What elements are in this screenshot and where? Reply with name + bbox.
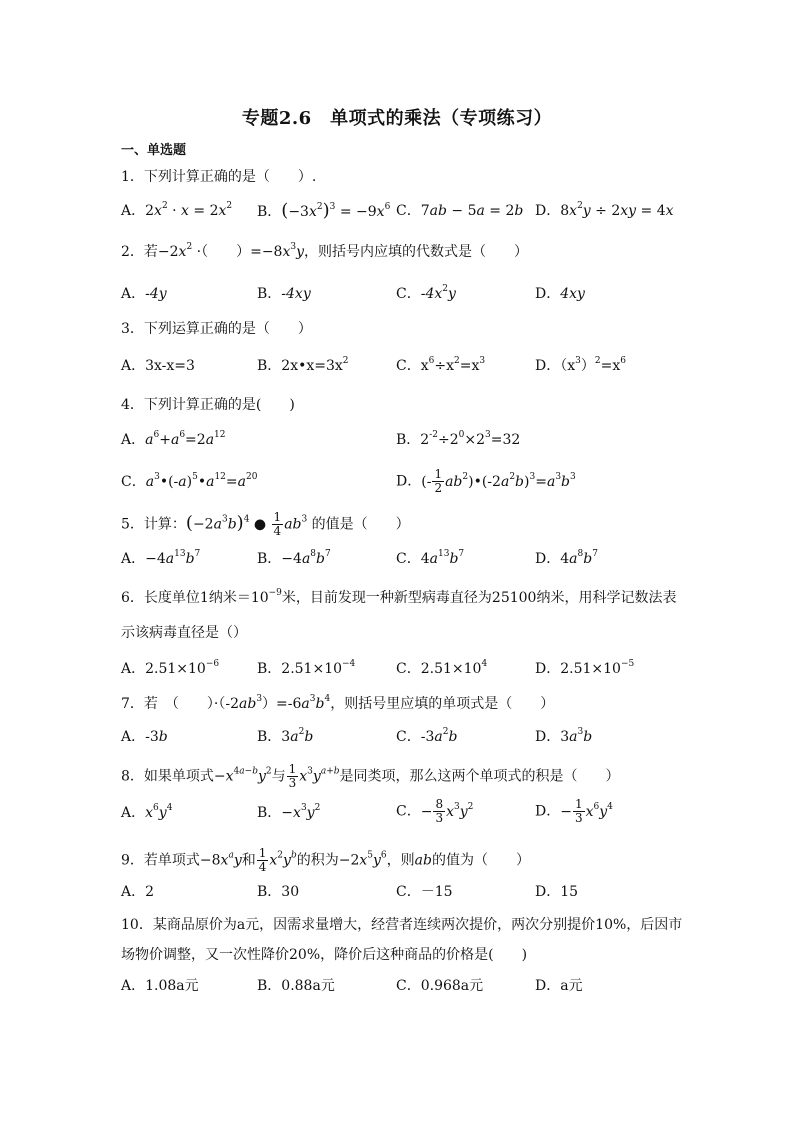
option-d[interactable]: D．(- $\frac{1}{2}$ $ab^2)•(-2a^2b)^3=a^3b^3$: [396, 467, 576, 495]
option-b[interactable]: B．$-x^3y^2$: [257, 803, 321, 821]
page-title: 专题2.6 单项式的乘法（专项练习）: [241, 108, 553, 129]
question-6-stem-cont: 示该病毒直径是（）: [121, 625, 247, 641]
option-d[interactable]: D．$3a^3b$: [535, 727, 593, 745]
option-d[interactable]: D．a元: [535, 978, 583, 994]
option-c[interactable]: C．$x^6\div x^2=x^3$: [396, 356, 486, 374]
question-1-stem: 1．下列计算正确的是（ ）.: [121, 169, 317, 185]
option-c[interactable]: C．$4a^{13}b^7$: [396, 549, 465, 567]
option-c[interactable]: C．− $\frac{8}{3}$ $x^3y^2$: [396, 797, 474, 825]
option-a[interactable]: A．1.08a元: [121, 978, 199, 994]
question-8-stem: 8．如果单项式$-x^{4a-b}y^2$与 $\frac{1}{3}$ $x^3y^{a+b}$是同类项，那么这两个单项式的积是（ ）: [121, 762, 620, 790]
option-b[interactable]: B．$(-3x^2)^3 = -9x^6$: [257, 200, 391, 221]
option-d[interactable]: D．4xy: [535, 286, 585, 302]
option-a[interactable]: A．$x^6y^4$: [121, 803, 173, 821]
option-c[interactable]: C．$-3a^2b$: [396, 727, 458, 745]
option-d[interactable]: D．− $\frac{1}{3}$ $x^6y^4$: [535, 797, 613, 825]
option-a[interactable]: A．$a^6+a^6=2a^{12}$: [121, 430, 226, 448]
question-4-stem: 4．下列计算正确的是( ): [121, 397, 295, 413]
question-3-stem: 3．下列运算正确的是（ ）: [121, 321, 312, 337]
option-c[interactable]: C．－15: [396, 884, 453, 900]
option-c[interactable]: C．$-4x^2y$: [396, 284, 456, 302]
option-a[interactable]: A．$2x^2 \cdot x = 2x^2$: [121, 201, 233, 219]
option-a[interactable]: A．$-4a^{13}b^7$: [121, 549, 201, 567]
option-a[interactable]: A．3x-x=3: [121, 358, 195, 374]
option-c[interactable]: C．0.968a元: [396, 978, 484, 994]
option-b[interactable]: B．30: [257, 884, 300, 900]
option-a[interactable]: A．2: [121, 884, 155, 900]
option-a[interactable]: A．-4y: [121, 286, 167, 302]
question-10-stem: 10．某商品原价为a元，因需求量增大，经营者连续两次提价，两次分别提价10%，后因市: [121, 917, 683, 933]
question-5-stem: 5．计算：$(-2a^3b)^4$ ● $\frac{1}{4}$ $ab^3$ 的值是（ ）: [121, 510, 410, 538]
question-10-stem-cont: 场物价调整，又一次性降价20%，降价后这种商品的价格是( ): [121, 947, 528, 963]
question-9-stem: 9．若单项式$-8x^ay$和 $\frac{1}{4}$ $x^2y^b$的积为$-2x^5y^6$，则ab的值为（ ）: [121, 846, 530, 874]
question-2-stem: 2．若$-2x^2$ ·（ ）$=-8x^3y$，则括号内应填的代数式是（ ）: [121, 242, 529, 260]
option-b[interactable]: B．$3a^2b$: [257, 727, 314, 745]
section-heading: 一、单选题: [121, 143, 187, 158]
option-d[interactable]: D．$2.51\times 10^{-5}$: [535, 659, 635, 677]
option-b[interactable]: B．$2x•x=3x^2$: [257, 356, 349, 374]
question-6-stem: 6．长度单位1纳米$=10^{-9}$米，目前发现一种新型病毒直径为25100纳米，用科学记数法表: [121, 588, 677, 606]
option-d[interactable]: D．$(x^3)^2=x^6$: [535, 356, 626, 374]
option-d[interactable]: D．15: [535, 884, 579, 900]
option-a[interactable]: A．$2.51\times 10^{-6}$: [121, 659, 220, 677]
option-d[interactable]: D．$4a^8b^7$: [535, 549, 598, 567]
option-c[interactable]: C．$2.51\times 10^4$: [396, 659, 488, 677]
option-b[interactable]: B．0.88a元: [257, 978, 335, 994]
question-7-stem: 7．若 （ ）$\cdot(-2ab^3)=-6a^3b^4$，则括号里应填的单项式是（ ）: [121, 694, 555, 712]
option-c[interactable]: C．$a^3•(-a)^5•a^{12}=a^{20}$: [121, 472, 258, 490]
option-a[interactable]: A．-3b: [121, 729, 168, 745]
option-c[interactable]: C．7ab − 5a = 2b: [396, 203, 524, 219]
option-d[interactable]: D．$8x^2y \div 2xy = 4x$: [535, 201, 674, 219]
option-b[interactable]: B．$2.51\times 10^{-4}$: [257, 659, 356, 677]
option-b[interactable]: B．$-4a^8b^7$: [257, 549, 331, 567]
option-b[interactable]: B．-4xy: [257, 286, 311, 302]
option-b[interactable]: B．$2^{-2}\div 2^0\times 2^3=32$: [396, 430, 521, 448]
